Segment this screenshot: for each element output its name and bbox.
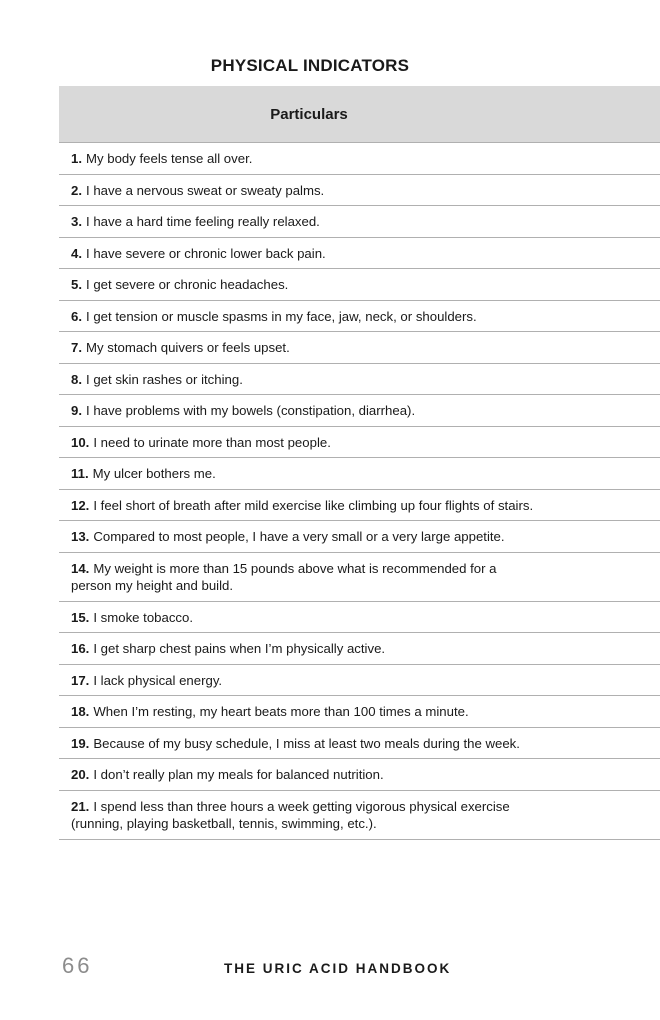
row-number: 6. (71, 308, 82, 324)
row-number: 18. (71, 704, 90, 719)
table-row (59, 664, 660, 696)
row-number: 21. (71, 798, 90, 814)
book-title: THE URIC ACID HANDBOOK (224, 961, 452, 976)
table-row (59, 552, 660, 601)
table-row (59, 174, 660, 206)
table-row (59, 426, 660, 458)
table-rows (59, 142, 660, 840)
row-text: I feel short of breath after mild exercise like climbing up four flights of stairs. (93, 497, 534, 513)
table-row (59, 601, 660, 633)
row-text: I need to urinate more than most people. (93, 434, 331, 450)
table-row (59, 142, 660, 174)
table-row (59, 520, 660, 552)
row-text: Because of my busy schedule, I miss at least two meals during the week. (93, 735, 520, 751)
row-number: 13. (71, 529, 90, 544)
table-row (59, 790, 660, 840)
row-text: My body feels tense all over. (86, 151, 253, 166)
table-row (59, 205, 660, 237)
row-text: My stomach quivers or feels upset. (86, 340, 290, 355)
table-row (59, 695, 660, 727)
row-text: Compared to most people, I have a very small or a very large appetite. (93, 529, 505, 544)
row-number: 3. (71, 214, 82, 229)
table-row (59, 300, 660, 332)
row-text: I have severe or chronic lower back pain. (86, 245, 326, 261)
table-header (59, 86, 660, 142)
table-row (59, 632, 660, 664)
row-text: I have a hard time feeling really relaxed. (86, 214, 320, 229)
row-number: 8. (71, 371, 82, 387)
section-title: PHYSICAL INDICATORS (210, 56, 410, 75)
row-number: 14. (71, 560, 90, 576)
table-row (59, 394, 660, 426)
row-number: 19. (71, 735, 90, 751)
row-text: My weight is more than 15 pounds above what is recommended for a person my height and build. (71, 560, 497, 593)
row-text: I get skin rashes or itching. (86, 371, 243, 387)
table-row (59, 331, 660, 363)
row-text: I smoke tobacco. (93, 609, 194, 625)
table-row (59, 727, 660, 759)
row-number: 5. (71, 277, 82, 292)
table-row (59, 363, 660, 395)
row-text: I lack physical energy. (93, 672, 223, 688)
row-number: 20. (71, 767, 90, 782)
row-text: I have a nervous sweat or sweaty palms. (86, 182, 325, 198)
table-header-label: Particulars (270, 105, 348, 123)
row-number: 16. (71, 641, 90, 656)
row-text: I spend less than three hours a week getting vigorous physical exercise (running, playing basketball, tennis, swimming, etc.). (71, 798, 510, 831)
row-number: 12. (71, 497, 90, 513)
row-text: My ulcer bothers me. (92, 466, 216, 481)
table-row (59, 489, 660, 521)
row-text: When I’m resting, my heart beats more than 100 times a minute. (93, 704, 469, 719)
row-number: 11. (71, 466, 89, 481)
row-number: 10. (71, 434, 90, 450)
table-row (59, 268, 660, 300)
page-number: 66 (62, 953, 93, 978)
indicators-table (59, 86, 660, 840)
row-number: 2. (71, 182, 82, 198)
row-number: 7. (71, 340, 82, 355)
row-text: I get severe or chronic headaches. (86, 277, 289, 292)
table-row (59, 237, 660, 269)
table-row (59, 457, 660, 489)
row-number: 17. (71, 672, 90, 688)
row-number: 9. (71, 403, 82, 418)
row-text: I have problems with my bowels (constipation, diarrhea). (86, 403, 416, 418)
row-text: I don’t really plan my meals for balanced nutrition. (93, 767, 384, 782)
row-text: I get sharp chest pains when I’m physically active. (93, 641, 386, 656)
row-text: I get tension or muscle spasms in my face, jaw, neck, or shoulders. (86, 308, 477, 324)
row-number: 1. (71, 151, 82, 166)
table-row (59, 758, 660, 790)
row-number: 15. (71, 609, 90, 625)
row-number: 4. (71, 245, 82, 261)
